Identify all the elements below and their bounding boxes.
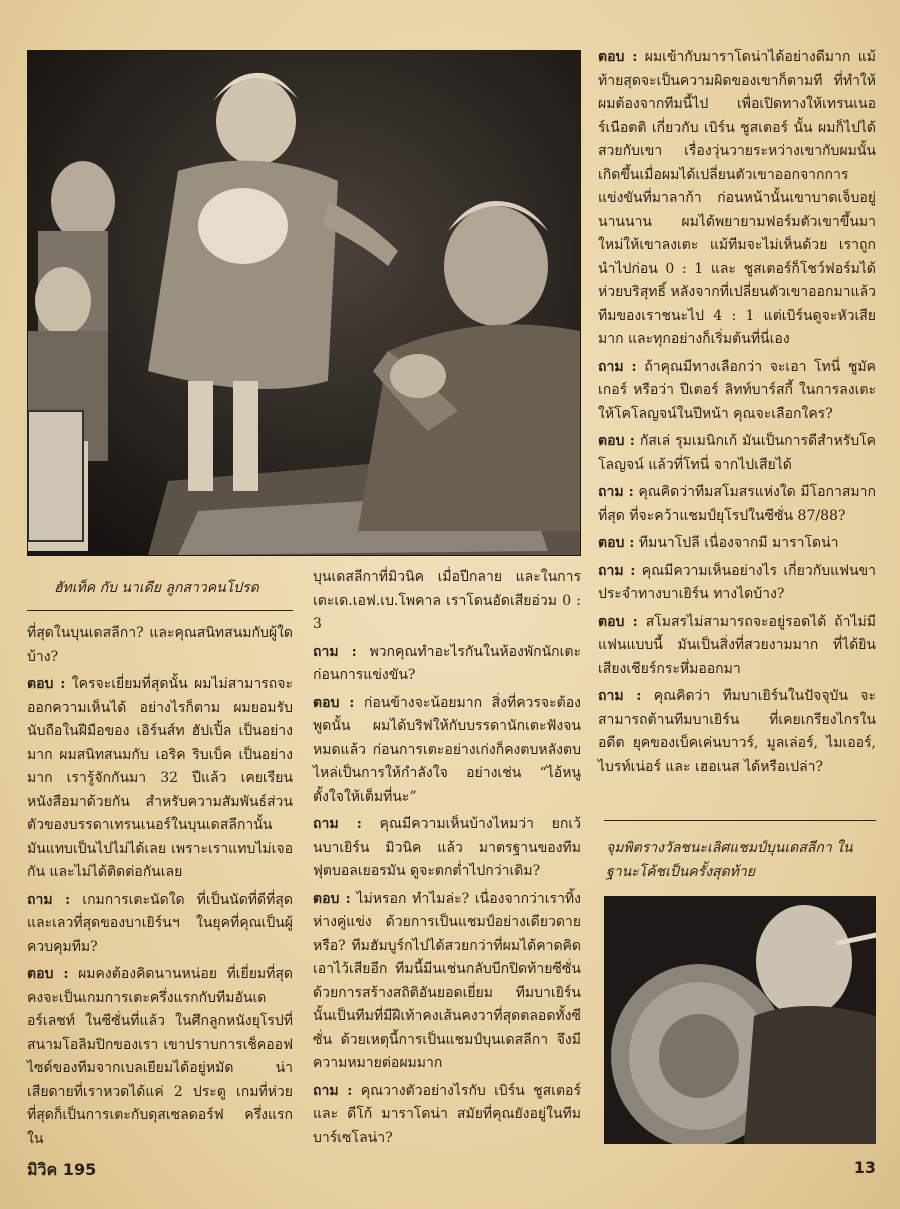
question-paragraph: ถาม : พวกคุณทำอะไรกันในห้องพักนักเตะก่อนการแข่งขัน?	[313, 643, 582, 683]
answer-paragraph: ตอบ : สโมสรไม่สามารถจะอยู่รอดได้ ถ้าไม่มีแฟนแบบนี้ มันเป็นสิ่งที่สวยงามมาก ที่ได้ยินเสียงเชียร์กระหึ่มออกมา	[598, 613, 876, 677]
paragraph: ที่สุดในบุนเดสลีกา? และคุณสนิทสนมกับผู้ใดบ้าง?	[27, 625, 293, 665]
question-paragraph: ถาม : เกมการเตะนัดใด ที่เป็นนัดที่ดีที่สุด และเลวที่สุดของบาเยิร์นฯ ในยุคที่คุณเป็นผู้ควบคุมทีม?	[27, 891, 293, 955]
question-paragraph: ถาม : คุณมีความเห็นอย่างไร เกี่ยวกับแฟนขาประจำทางบาเยิร์น ทางไดบ้าง?	[598, 562, 877, 602]
trophy-photo-illustration	[604, 896, 876, 1144]
answer-paragraph: ตอบ : ก่อนข้างจะน้อยมาก สิ่งที่ควรจะต้องพูดนั้น ผมได้บริฟให้กับบรรดานักเตะฟังจนหมดแล้ว ก่อนการเตะอย่างเก่งก็คงตบหลังตบไหล่เป็นการให้กำลังใจ อย่างเช่น “ไอ้หนูตั้งใจให้เต็มที่นะ”	[313, 694, 581, 805]
right-column	[598, 46, 876, 783]
middle-column	[313, 566, 581, 1154]
answer-paragraph: ตอบ : ไม่หรอก ทำไมล่ะ? เนื่องจากว่าเราทิ้งห่างคู่แข่ง ด้วยการเป็นแชมป์อย่างเดียวดายหรือ? ทีมฮัมบูร์กไปได้สวยกว่าที่ผมได้คาดคิดเอาไว้เสียอีก ทีมนี้มีนเช่นกลับบีกปิดท้ายซีซั่นด้วยการสร้างสถิติอันยอดเยี่ยม ทีมบาเยิร์นนั้นเป็นทีมที่มีฝีเท้าคงเส้นคงวาที่สุดตลอดทั้งซีซั่น ด้วยเหตุนี้การเป็นแชมป์บุนเดสลีกา จึงมีความหมายต่อผมมาก	[313, 890, 582, 1071]
question-paragraph: ถาม : คุณมีความเห็นบ้างไหมว่า ยกเว้นบาเยิร์น มิวนิค แล้ว มาตรฐานของทีมฟุตบอลเยอรมัน ดูจะตกต่ำไปกว่าเดิม?	[313, 816, 582, 879]
answer-paragraph: ตอบ : ทีมนาโปลี เนื่องจากมี มาราโดน่า	[598, 535, 839, 551]
page-number: 13	[853, 1158, 876, 1177]
left-divider	[27, 610, 293, 611]
answer-paragraph: ตอบ : ใครจะเยี่ยมที่สุดนั้น ผมไม่สามารถจะออกความเห็นได้ อย่างไรก็ตาม ผมยอมรับนับถือในฝีมือของ เอิร์นส์ท ฮัปเปิ้ล เป็นอย่างมาก ผมสนิทสนมกับ เอริค ริบเบ็ค เป็นอย่างมาก เรารู้จักกันมา 32 ปีแล้ว เคยเรียนหนังสือมาด้วยกัน สำหรับความสัมพันธ์ส่วนตัวของบรรดาเทรนเนอร์ในบุนเดสลีกานั้น มันแทบเป็นไปไม่ได้เลย เพราะเราแทบไม่เจอกัน และไม่ได้ติดต่อกันเลย	[27, 676, 293, 880]
answer-paragraph: ตอบ : ผมคงต้องคิดนานหน่อย ที่เยี่ยมที่สุด คงจะเป็นเกมการเตะครึ่งแรกกับทีมอันเดอร์เลชท์ ในซีซั่นที่แล้ว ในศึกลูกหนังยุโรปที่สนามโอลิมปิกของเรา เขาปราบการเช็คออฟไซด์ของทีมจากเบลเยียมได้อยู่หมัด น่าเสียดายที่เราหวดได้แค่ 2 ประตู เกมที่ห่วยที่สุดก็เป็นการเตะกับดุสเซลดอร์ฟ ครึ่งแรกใน	[27, 966, 293, 1147]
answer-paragraph: ตอบ : ผมเข้ากับมาราโดน่าได้อย่างดีมาก แม้ท้ายสุดจะเป็นความผิดของเขาก็ตามที ที่ทำให้ผมต้องจากทีมนี้ไป เพื่อเปิดทางให้เทรนเนอร์เนือตติ เกี่ยวกับ เบิร์น ชูสเตอร์ นั้น ผมก็ไปได้สวยกับเขา เรื่องวุ่นวายระหว่างเขากับผมนั้น เกิดขึ้นเมื่อผมได้เปลี่ยนตัวเขาออกจากการแข่งขันที่มาลาก้า ก่อนหน้านั้นเขาบาดเจ็บอยู่นานนาน ผมได้พยายามฟอร์มตัวเขาขึ้นมาใหม่ให้เขาลงเตะ แม้ทีมจะไม่เห็นด้วย เราถูกนำไปก่อน 0 : 1 และ ชูสเตอร์ก็โชว์ฟอร์มได้ห่วยบริสุทธิ์ หลังจากที่เปลี่ยนตัวเขาออกมาแล้ว ทีมของเราชนะไป 4 : 1 แต่เบิร์นดูจะหัวเสียมาก และทุกอย่างก็เริ่มต้นที่นี่เอง	[598, 49, 877, 347]
question-paragraph: ถาม : คุณวางตัวอย่างไรกับ เบิร์น ชูสเตอร์ และ ดีโก้ มาราโดน่า สมัยที่คุณยังอยู่ในทีมบาร์เซโลน่า?	[313, 1082, 581, 1146]
small-photo-caption: จุมพิตรางวัลชนะเลิศแชมป์บุนเดสลีกา ในฐานะโค้ชเป็นครั้งสุดท้าย	[606, 840, 853, 880]
main-photo-caption: ฮัทเท็ค กับ นาเดีย ลูกสาวคนโปรด	[54, 580, 259, 596]
trophy-photo	[604, 896, 876, 1144]
footer-magazine-issue: มิวิค 195	[27, 1160, 97, 1179]
paragraph: บุนเดสลีกาที่มิวนิค เมื่อปีกลาย และในการเตะเด.เอฟ.เบ.โพคาล เราโดนอัดเสียอ่วม 0 : 3	[313, 569, 581, 632]
question-paragraph: ถาม : ถ้าคุณมีทางเลือกว่า จะเอา โทนี่ ชูมัคเกอร์ หรือว่า ปีเตอร์ ลิทท์บาร์สกี้ ในการลงเตะให้โคโลญจน์ในปีหน้า คุณจะเลือกใคร?	[598, 358, 877, 422]
right-divider	[604, 820, 876, 821]
answer-paragraph: ตอบ : กัสเล่ รุมเมนิกเก้ มันเป็นการดีสำหรับโคโลญจน์ แล้วที่โทนี่ จากไปเสียได้	[598, 433, 876, 473]
main-photo	[27, 50, 581, 556]
question-paragraph: ถาม : คุณคิดว่า ทีมบาเยิร์นในปัจจุบัน จะสามารถต้านทีมบาเยิร์น ที่เคยเกรียงไกรในอดีต ยุคของเบ็คเค่นบาวร์, มูลเล่อร์, ไมเออร์, ไบรท์เน่อร์ และ เฮอเนส ได้หรือเปล่า?	[598, 688, 877, 775]
main-photo-illustration	[28, 51, 580, 555]
question-paragraph: ถาม : คุณคิดว่าทีมสโมสรแห่งใด มีโอกาสมากที่สุด ที่จะคว้าแชมป์ยุโรปในซีซั่น 87/88?	[598, 484, 876, 524]
left-column	[27, 622, 293, 1155]
